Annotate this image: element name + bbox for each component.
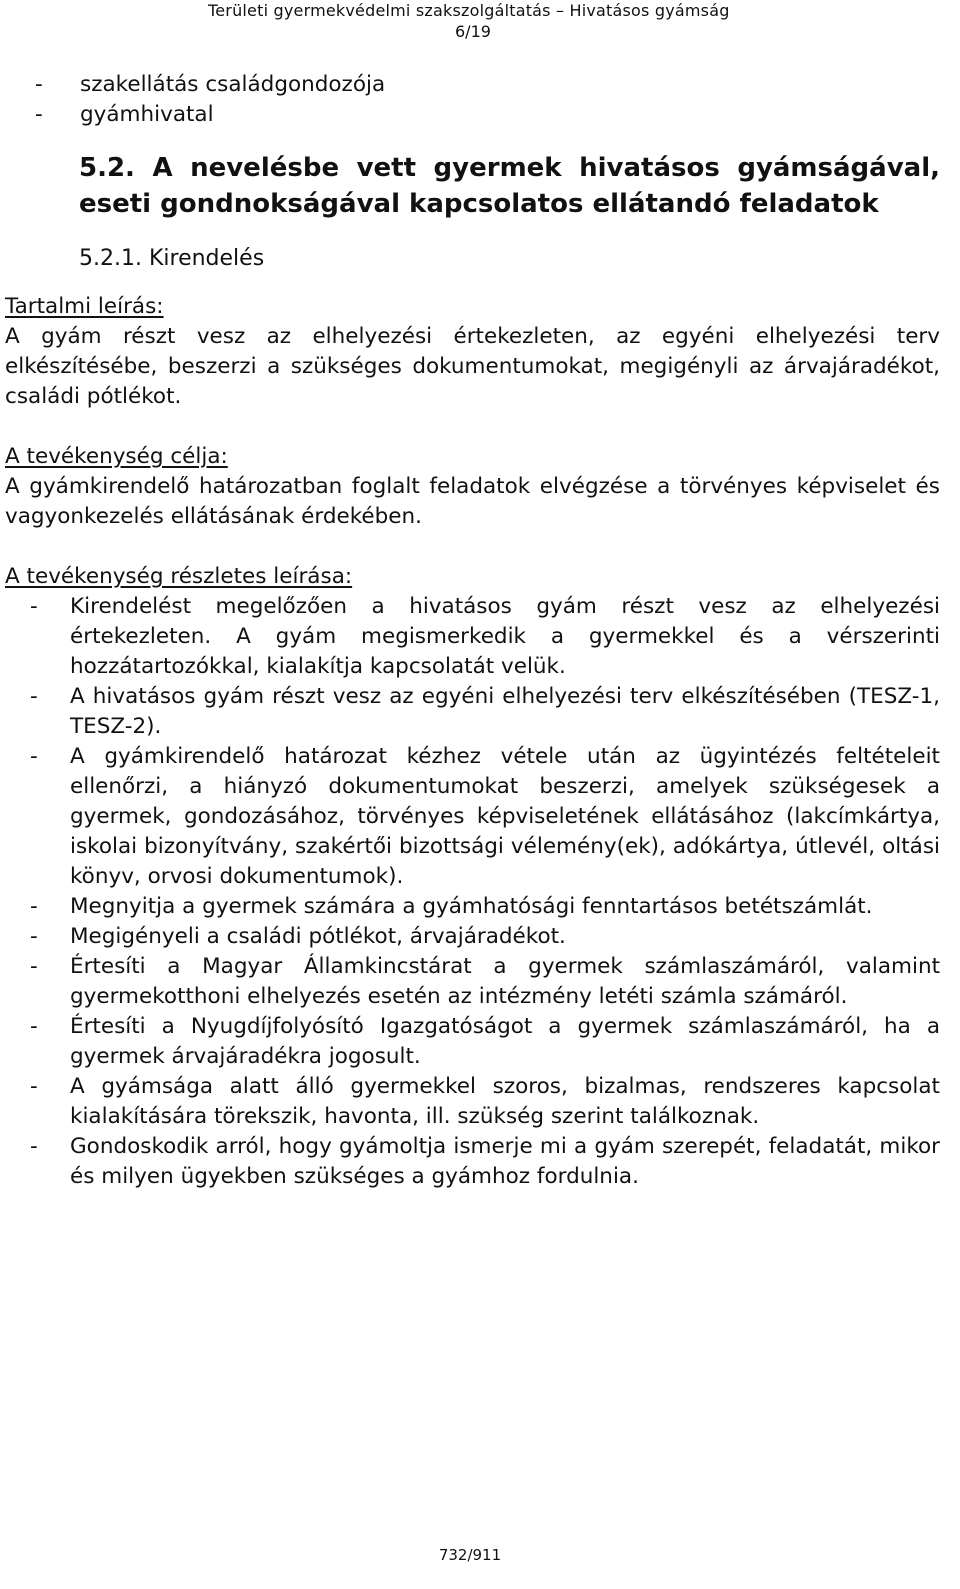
list-item-text: Értesíti a Nyugdíjfolyósító Igazgatóságot a gyermek számlaszámáról, ha a gyermek árvajáradékra jogosult.: [70, 1014, 940, 1069]
goal-text: A gyámkirendelő határozatban foglalt feladatok elvégzése a törvényes képviselet és vagyonkezelés ellátásának érdekében.: [5, 474, 940, 529]
list-item: [5, 1072, 940, 1132]
list-item: [5, 70, 940, 100]
dash-marker: -: [30, 1134, 38, 1159]
goal-label: A tevékenység célja:: [5, 444, 228, 469]
intro-list: [5, 70, 940, 130]
list-item: [5, 1012, 940, 1072]
dash-marker: -: [30, 1074, 38, 1099]
dash-marker: -: [30, 1014, 38, 1039]
subsection-heading: 5.2.1. Kirendelés: [79, 246, 265, 271]
list-item-text: gyámhivatal: [80, 102, 214, 127]
dash-marker: -: [30, 894, 38, 919]
dash-marker: -: [30, 684, 38, 709]
content-description-block: [5, 292, 940, 412]
list-item-text: A gyámkirendelő határozat kézhez vétele után az ügyintézés feltételeit ellenőrzi, a hiányzó dokumentumokat beszerzi, amelyek szükségesek a gyermek, gondozásához, törvényes képviseletének ellátásához (lakcímkártya, iskolai bizonyítvány, szakértői bizottsági vélemény(ek), adókártya, útlevél, oltási könyv, orvosi dokumentumok).: [70, 744, 940, 889]
list-item-text: Értesíti a Magyar Államkincstárat a gyermek számlaszámáról, valamint gyermekotthoni elhelyezés esetén az intézmény letéti számla számáról.: [70, 954, 940, 1009]
header-title: Területi gyermekvédelmi szakszolgáltatás – Hivatásos gyámság: [208, 1, 730, 20]
dash-marker: -: [30, 594, 38, 619]
list-item: [5, 1132, 940, 1192]
page-content: [5, 70, 940, 1192]
list-item-text: Gondoskodik arról, hogy gyámoltja ismerje mi a gyám szerepét, feladatát, mikor és milyen ügyekben szükséges a gyámhoz fordulnia.: [70, 1134, 940, 1189]
dash-marker: -: [30, 744, 38, 769]
list-item: [5, 922, 940, 952]
section-heading: 5.2. A nevelésbe vett gyermek hivatásos gyámságával, eseti gondnokságával kapcsolatos ellátandó feladatok: [79, 153, 940, 219]
list-item-text: A gyámsága alatt álló gyermekkel szoros, bizalmas, rendszeres kapcsolat kialakítására törekszik, havonta, ill. szükség szerint találkoznak.: [70, 1074, 940, 1129]
dash-marker: -: [30, 924, 38, 949]
list-item: [5, 100, 940, 130]
list-item: [5, 952, 940, 1012]
details-list: [5, 592, 940, 1192]
details-label: A tevékenység részletes leírása:: [5, 564, 353, 589]
list-item: [5, 592, 940, 682]
list-item-text: Kirendelést megelőzően a hivatásos gyám részt vesz az elhelyezési értekezleten. A gyám megismerkedik a gyermekkel és a vérszerinti hozzátartozókkal, kialakítja kapcsolatát velük.: [70, 594, 940, 679]
content-description-text: A gyám részt vesz az elhelyezési értekezleten, az egyéni elhelyezési terv elkészítésébe, beszerzi a szükséges dokumentumokat, megigényli az árvajáradékot, családi pótlékot.: [5, 324, 940, 409]
list-item: [5, 742, 940, 892]
dash-marker: -: [30, 954, 38, 979]
list-item-text: Megigényeli a családi pótlékot, árvajáradékot.: [70, 924, 566, 949]
list-item-text: szakellátás családgondozója: [80, 72, 386, 97]
goal-block: [5, 442, 940, 532]
footer-page-number: 732/911: [438, 1546, 502, 1564]
dash-marker: -: [35, 102, 43, 127]
content-description-label: Tartalmi leírás:: [5, 294, 164, 319]
list-item-text: A hivatásos gyám részt vesz az egyéni elhelyezési terv elkészítésében (TESZ-1, TESZ-2).: [70, 684, 940, 739]
list-item-text: Megnyitja a gyermek számára a gyámhatósági fenntartásos betétszámlát.: [70, 894, 873, 919]
list-item: [5, 682, 940, 742]
list-item: [5, 892, 940, 922]
header-page-number: 6/19: [455, 22, 491, 41]
dash-marker: -: [35, 72, 43, 97]
details-block: [5, 562, 940, 1192]
